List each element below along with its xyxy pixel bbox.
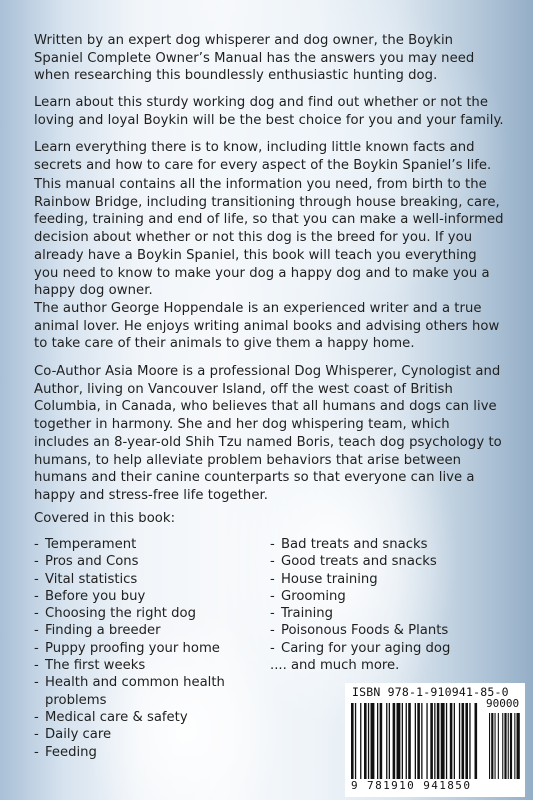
list-item: - Before you buy xyxy=(34,588,146,604)
dash-bullet: - xyxy=(34,709,39,725)
covered-list-right xyxy=(270,536,500,674)
barcode-number: 9 781910 941850 xyxy=(351,779,472,792)
description-paragraph-1: Written by an expert dog whisperer and dog owner, the Boykin Spaniel Complete Owner’s Manual has the answers you may need when researching this boundlessly enthusiastic hunting dog. xyxy=(34,33,475,84)
list-item: - Puppy proofing your home xyxy=(34,640,220,656)
covered-list-left xyxy=(34,536,264,761)
isbn-label: ISBN 978-1-910941-85-0 xyxy=(352,685,509,699)
list-item: - Finding a breeder xyxy=(34,623,161,639)
dash-bullet: - xyxy=(34,606,39,622)
list-item: - Vital statistics xyxy=(34,571,138,587)
dash-bullet: - xyxy=(34,658,39,674)
dash-bullet: - xyxy=(34,537,39,552)
list-item: - Temperament xyxy=(34,537,137,552)
dash-bullet: - xyxy=(34,675,39,691)
dash-bullet: - xyxy=(34,554,39,570)
list-item: - Training xyxy=(270,606,334,622)
dash-bullet: - xyxy=(270,571,275,587)
description-paragraph-2: Learn about this sturdy working dog and find out whether or not the loving and loyal Boykin will be the best choice for you and your family. xyxy=(34,95,504,128)
dash-bullet: - xyxy=(270,554,275,570)
dash-bullet: - xyxy=(270,588,275,604)
and-more-line: .... and much more. xyxy=(270,658,400,674)
list-item: - House training xyxy=(270,571,378,587)
price-code: 90000 xyxy=(486,697,520,710)
dash-bullet: - xyxy=(34,640,39,656)
dash-bullet: - xyxy=(34,727,39,743)
list-item: - Medical care & safety xyxy=(34,709,188,725)
dash-bullet: - xyxy=(270,606,275,622)
description-paragraph-4: This manual contains all the information you need, from birth to the Rainbow Bridge, including transitioning through house breaking, care, feeding, training and end of life, so that you can make a well-informed decision about whether or not this dog is the breed for you. If you already have a Boykin Spaniel, this book will teach you everything you need to know to make your dog a happy dog and to make you a happy dog owner. xyxy=(34,177,504,299)
description-paragraph-3: Learn everything there is to know, including little known facts and secrets and how to care for every aspect of the Boykin Spaniel’s life. xyxy=(34,140,492,173)
dash-bullet: - xyxy=(34,623,39,639)
list-item: - Feeding xyxy=(34,744,97,760)
dash-bullet: - xyxy=(270,623,275,639)
list-item: - Grooming xyxy=(270,588,346,604)
list-item: - Daily care xyxy=(34,727,112,743)
co-author-paragraph: Co-Author Asia Moore is a professional Dog Whisperer, Cynologist and Author, living on Vancouver Island, off the west coast of British Columbia, in Canada, who believes that all humans and dogs can live together in harmony. She and her dog whispering team, which includes an 8-year-old Shih Tzu named Boris, teach dog psychology to humans, to help alleviate problem behaviors that arise between humans and their canine counterparts so that everyone can live a happy and stress-free life together. xyxy=(34,364,502,503)
dash-bullet: - xyxy=(34,571,39,587)
list-item: - Bad treats and snacks xyxy=(270,537,428,552)
dash-bullet: - xyxy=(270,537,275,552)
list-item: - Choosing the right dog xyxy=(34,606,196,622)
list-item: - Good treats and snacks xyxy=(270,554,437,570)
list-item: - The first weeks xyxy=(34,658,146,674)
barcode-icon xyxy=(349,699,521,779)
list-item: - Pros and Cons xyxy=(34,554,139,570)
covered-heading: Covered in this book: xyxy=(34,511,176,526)
author-paragraph: The author George Hoppendale is an experienced writer and a true animal lover. He enjoys writing animal books and advising others how to take care of their animals to give them a happy home. xyxy=(34,301,500,352)
isbn-barcode xyxy=(345,683,525,797)
dash-bullet: - xyxy=(34,588,39,604)
list-item: - Poisonous Foods & Plants xyxy=(270,623,449,639)
dash-bullet: - xyxy=(270,640,275,656)
list-item: - Health and common health problems xyxy=(34,675,225,708)
dash-bullet: - xyxy=(34,744,39,760)
list-item: - Caring for your aging dog xyxy=(270,640,451,656)
